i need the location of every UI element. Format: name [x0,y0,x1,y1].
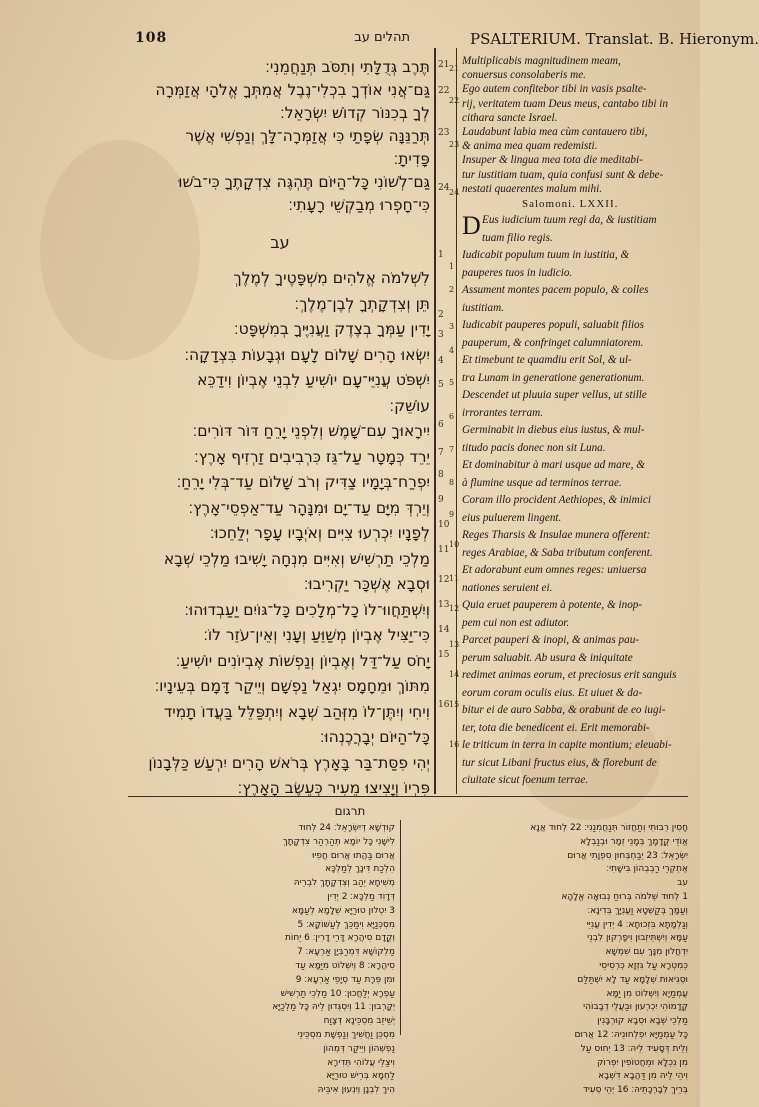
hebrew-line: יָדִין עַמְּךָ בְצֶדֶק וַעֲנִיֶּיךָ בְמִשְׁפָּט׃ [234,320,430,338]
latin-line: redimet animas eorum, et preciosus erit sanguis [462,669,677,681]
hebrew-line: וְיֵרְדְּ מִיָּם עַד־יָם וּמִנָּהָר עַד־אַפְסֵי־אָרֶץ׃ [188,498,430,517]
latin-line: pem cui non est adiutor. [462,616,570,629]
latin-line: bitur ei de auro Sabba, & orabunt de eo iugi- [462,704,666,716]
verse-number: 21 [449,64,460,73]
targum-line: לַחְמָא בְּרֵישׁ טוּרַיָּא [326,1071,395,1082]
verse-number: 4 [438,356,444,366]
column-divider [434,48,436,794]
targum-line: אֲוֹדֵי קֳדָמָךְ בְּמָנֵי זְמָר וּבְנַבְלָא [580,836,688,847]
verse-number: 6 [438,420,444,430]
targum-line: מִן נִכְלָא וּמֵחֲטוֹפִין יִפְרוֹק [596,1057,688,1068]
targum-line: וְקֳדָם סִיהֲרָא דָּרֵי דָרִין׃ 6 יֵחוֹת [285,933,395,944]
hebrew-line: יֵרֵד כְּמָטָר עַל־גֵּז כִּרְבִיבִים זַרְזִיף אָרֶץ׃ [194,447,430,466]
latin-line: Assument montes pacem populo, & colles [462,284,649,296]
targum-line: 3 יִטְלוּן טוּרַיָּא שְׁלָמָא לְעַמָּא [291,905,395,916]
verse-number: 22 [438,86,450,96]
verse-number: 24 [449,188,460,197]
latin-line: Et dominabitur à mari usque ad mare, & [462,459,645,471]
latin-line: titudo pacis donec non sit Luna. [462,441,606,454]
verse-number: 1 [449,262,455,271]
targum-line: הִיךְ לִבְנָן וְיִנְעוּן אִיבֵּיהּ [317,1085,395,1096]
verse-number: 10 [449,540,460,549]
verse-number: 7 [438,448,444,458]
latin-line: cithara sancte Israel. [462,111,558,124]
latin-line: tur sicut Libani fructus eius, & florebunt de [462,756,657,769]
verse-number: 3 [449,322,455,331]
targum-line: מַלְקוֹשָׁא דִּמְרַבְּיָן אַרְעָא׃ 7 [296,947,395,958]
hebrew-line: יָחֹס עַל־דַּל וְאֶבְיוֹן וְנַפְשׁוֹת אֶבְיוֹנִים יוֹשִׁיעַ׃ [175,651,430,670]
latin-line: à flumine usque ad terminos terrae. [462,476,622,489]
verse-number: 16 [449,740,460,749]
psalm-heading: עב [270,233,290,252]
targum-title: תרגום [334,804,366,818]
latin-line: le triticum in terra in capite montium; eleuabi- [462,739,672,751]
targum-line: יִשְׂרָאֵל׃ 23 יְבַחְבְּחוּן סִפְוָתִי אֲרוּם [567,850,688,861]
verse-number: 8 [449,478,455,487]
latin-line: pauperum, & confringet calumniatorem. [462,336,644,349]
latin-line: pauperes tuos in iudicio. [462,266,573,279]
verse-number: 7 [449,445,455,454]
latin-line: reges Arabiae, & Saba tributum conferent. [462,546,653,559]
targum-line: וּמִן פְּרָת עַד סְיָפֵי אַרְעָא׃ 9 [295,974,395,985]
targum-line: אֶתְקְרֵי רַבְבְהוֹן בִּישָׁתִי׃ [606,864,688,875]
targum-line: אֲרוּם בַּהֲתוּ אֲרוּם חֲפִיוּ [311,850,395,861]
targum-line: הִלְכַת דִּינָךְ לְמַלְכָּא [325,864,395,875]
targum-line: קֳדָמוֹהִי יִכְרְעוּן וּבַעֲלֵי דְבָבוֹהִי [583,1002,688,1013]
latin-line: tuam filio regis. [482,231,553,244]
hebrew-line: גַּם־אֲנִי אוֹדְךָ בִכְלִי־נֶבֶל אֲמִתְּךָ אֱלֹהָי אֲזַמְּרָה [155,81,430,99]
hebrew-text-column [130,52,430,797]
hebrew-line: מַלְכֵי תַרְשִׁישׁ וְאִיִּים מִנְחָה יָשִׁיבוּ מַלְכֵי שְׁבָא [163,549,430,568]
verse-number: 2 [449,285,455,294]
verse-number: 14 [438,625,450,635]
targum-line: וּסְגִיאוּת שְׁלָמָא עַד לָא יִשְׁתַּלַּם [577,974,688,985]
targum-line: עֲמְמַיָא וְיִשְׁלוֹט מִן יַמָּא [606,988,688,999]
hebrew-line: פִּרְיוֹ וְיָצִיצוּ מֵעִיר כְּעֵשֶׂב הָאָרֶץ׃ [237,779,430,797]
targum-line: כְּמִטְרָא עַל גִּזְזָא כְּרְסִיסֵי [599,961,688,971]
targum-line: וְגַלְמָתָא בִּזְכוּתָא׃ 4 יְדִין עֲנִיֵּי [586,919,688,930]
hebrew-line: יִשְׁפֹּט עֲנִיֵּי־עָם יוֹשִׁיעַ לִבְנֵי אֶבְיוֹן וִידַכֵּא [197,371,430,389]
verse-number: 13 [438,600,450,610]
latin-line: Et adorabunt eum omnes reges: uniuersa [462,564,647,576]
targum-line: וִיהֵי לֵיהּ מִן דַּהֲבָא דִשְׁבָא [598,1071,688,1082]
verse-number: 5 [449,378,455,387]
verse-number: 3 [438,330,444,340]
latin-line: Coram illo procident Aethiopes, & inimici [462,494,651,506]
verse-number: 21 [438,60,450,70]
targum-line: כָּל עַמְמַיָּא יִפְלְחוּנֵיהּ׃ 12 אֲרוּם [574,1030,688,1040]
verse-number: 1 [438,250,444,260]
verse-number: 24 [438,183,450,193]
targum-line: 1 לְחוּד שְׁלֹמֹה בְּרוּחַ נְבוּאָה אֱלָהָא [561,892,688,902]
targum-line: וִיצַלֵּי עֲלוֹהִי תְּדִירָא [327,1057,395,1068]
hebrew-line: מִתּוֹךְ וּמֵחָמָס יִגְאַל נַפְשָׁם וְיֵיקַר דָּמָם בְּעֵינָיו׃ [154,677,430,695]
targum-line: נַפְשְׁהוֹן וְיֵיקַר דְּמְהוֹן [323,1043,395,1054]
latin-line: tra Lunam in generatione generationum. [462,371,645,384]
hebrew-line: יְהִי פִסַּת־בַּר בָּאָרֶץ בְּרֹאשׁ הָרִים יִרְעַשׁ כַּלְּבָנוֹן [148,753,430,772]
targum-line: קוּדְשָׁא דְּיִשְׂרָאֵל׃ 24 לְחוּד [298,823,395,833]
latin-line: irrorantes terram. [462,406,544,419]
hebrew-line: תְּרַנֵּנָּה שְׂפָתַי כִּי אֲזַמְּרָה־לָּךְ וְנַפְשִׁי אֲשֶׁר [185,127,430,145]
verse-number: 23 [449,140,460,149]
verse-number: 5 [438,380,444,390]
latin-line: Insuper & lingua mea tota die meditabi- [462,154,643,167]
verse-number: 15 [438,650,450,660]
latin-line: conuersus consolaberis me. [462,69,586,82]
hebrew-line: וִיחִי וְיִתֶּן־לוֹ מִזְּהַב שְׁבָא וְיִתְפַּלֵּל בַּעֲדוֹ תָמִיד [163,702,430,721]
verse-number: 12 [449,604,460,613]
latin-psalm-title: Salomoni. LXXII. [522,198,619,210]
latin-line: Multiplicabis magnitudinem meam, [462,55,621,67]
hebrew-line: גַּם־לְשׁוֹנִי כָּל־הַיּוֹם תֶּהְגֶּה צִדְקָתֶךָ כִּי־בֹשׁוּ [178,173,430,191]
verse-number: 6 [449,412,455,421]
latin-running-head: PSALTERIUM. Translat. B. Hieronym. [470,30,759,48]
latin-line: Germinabit in diebus eius iustus, & mul- [462,424,645,436]
latin-line: Iudicabit pauperes populi, saluabit filios [462,319,644,331]
latin-line: nestati quaerentes malum mihi. [462,182,603,195]
targum-line: וְלֵית דְּסָעִיד לֵיהּ׃ 13 יְחוּס עַל [580,1043,688,1054]
latin-line: eorum coram oculis eius. Et uiuet & da- [462,686,643,699]
targum-line: מִסְכֵּן וַחֲשִׁיךְ וְנַפְשָׁת מִסְכֵּינֵי [297,1030,395,1040]
verse-number: 8 [438,470,444,480]
verse-number: 14 [449,670,460,679]
hebrew-line: תֵּן וְצִדְקָתְךָ לְבֶן־מֶלֶךְ׃ [294,294,430,313]
hebrew-line: לְךָ בְכִנּוֹר קְדוֹשׁ יִשְׂרָאֵל׃ [280,104,430,122]
hebrew-line: לְפָנָיו יִכְרְעוּ צִיִּים וְאֹיְבָיו עָפָר יְלַחֵכוּ׃ [209,524,430,542]
hebrew-line: תֶּרֶב גְּדֻלָּתִי וְתִסֹּב תְּנַחֲמֵנִי׃ [265,58,430,76]
targum-line: יְשֵׁיזֵב מִסְכֵּינָא דְּצָוַח [323,1016,395,1027]
targum-line: עַפְרָא יְלַחֲכוּן׃ 10 מַלְכֵי תַרְשִׁישׁ [280,988,395,999]
latin-line: Ego autem confitebor tibi in vasis psalte- [462,83,647,96]
verse-number: 12 [438,575,450,585]
hebrew-line: וְיִשְׁתַּחֲווּ־לוֹ כָל־מְלָכִים כָּל־גּוֹיִם יַעַבְדוּהוּ׃ [184,600,430,619]
drop-cap: D [462,211,481,240]
latin-line: ter, tota die benedicent ei. Erit memorabi- [462,721,650,734]
column-divider [456,48,457,794]
targum-line: מְשִׁיחָא יְהַב וְצִדְקָתָךְ לִבְרֵיהּ [293,878,395,889]
verse-number: 10 [438,520,450,530]
latin-line: tur iustitiam tuam, quia confusi sunt & debe- [462,168,664,181]
targum-line: עַמָּא וְיִשְׁתֵּיזְבוּן וִיפָרְקוּן לִבְנֵי [587,933,688,944]
latin-line: eius puluerem lingent. [462,511,562,524]
hebrew-line: יִשְׂאוּ הָרִים שָׁלוֹם לָעָם וּגְבָעוֹת בִּצְדָקָה׃ [184,345,430,364]
folio-number: 108 [135,30,168,46]
targum-line: וְעַמָּךְ בְּקַשְׁטָא וַעֲנִיָּךְ בְּדִינָא׃ [587,905,688,916]
latin-line: perum saluabit. Ab usura & iniquitate [462,651,633,664]
hebrew-running-head: תהלים עב [354,30,410,45]
verse-number: 9 [449,510,455,519]
latin-line: iustitiam. [462,301,504,314]
verse-number: 15 [449,700,460,709]
latin-line: Descendet ut pluuia super vellus, ut stille [462,389,647,401]
latin-line: Et timebunt te quamdiu erit Sol, & ul- [462,354,632,366]
verse-number: 2 [438,310,444,320]
latin-line: Laudabunt labia mea cùm cantauero tibi, [462,126,648,138]
verse-number: 11 [438,545,450,555]
latin-line: rij, veritatem tuam Deus meus, cantabo tibi in [462,97,669,110]
targum-line: לִישָׁנִי כָּל יוֹמָא תְּהַרְהַר צִדְקָתָךְ [282,836,395,847]
verse-number: 4 [449,346,455,355]
hebrew-line: עוֹשֵׁק׃ [389,396,430,415]
hebrew-line: פָּדִיתָ׃ [393,150,430,168]
targum-line: מַלְכֵי שְׁבָא וּסְבָא קוּרְבָּנִין [597,1016,688,1027]
targum-column-divider [400,820,401,1035]
hebrew-line: כִּי־יַצִּיל אֶבְיוֹן מְשַׁוֵּעַ וְעָנִי וְאֵין־עֹזֵר לוֹ׃ [203,626,430,644]
hebrew-line: יִפְרַח־בְּיָמָיו צַדִּיק וְרֹב שָׁלוֹם עַד־בְּלִי יָרֵחַ׃ [176,473,430,491]
latin-line: Eus iudicium tuum regi da, & iustitiam [482,214,657,226]
latin-line: nationes seruient ei. [462,581,553,594]
latin-line: Quia eruet pauperem à potente, & inop- [462,599,643,611]
hebrew-line: לִשְׁלֹמֹה אֱלֹהִים מִשְׁפָּטֶיךָ לְמֶלֶךְ [233,269,430,287]
latin-line: Parcet pauperi & inopi, & animas pau- [462,634,640,646]
verse-number: 13 [449,640,460,649]
latin-line: & anima mea quam redemisti. [462,140,598,153]
verse-number: 22 [449,96,460,105]
targum-line: סִיהֲרָא׃ 8 וְיִשְׁלוֹט מִיַּמָּא עַד [295,961,395,971]
targum-line: דְּדָוִד מַלְכָּא׃ 2 יְדִין [327,892,395,902]
targum-line: חָסִין רְבוּתִי וְתַחֲזוֹר תְּנַחֲמִנַנִי׃ 22 לְחוּד אֲנָא [530,823,688,833]
verse-number: 11 [449,574,460,583]
latin-line: Reges Tharsis & Insulae munera offerent: [462,529,651,541]
hebrew-line: יִירָאוּךָ עִם־שָׁמֶשׁ וְלִפְנֵי יָרֵחַ דּוֹר דּוֹרִים׃ [192,422,430,440]
latin-line: Iudicabit populum tuum in iustitia, & [462,249,630,261]
latin-line: ciuitate sicut foenum terrae. [462,774,589,786]
hebrew-line: כִּי־חָפְרוּ מְבַקְשֵׁי רָעָתִי׃ [288,196,430,214]
targum-line: יִדְחֲלוּן מִנָּךְ עִם שִׁמְשָׁא [605,947,688,958]
targum-line: עב [677,878,688,889]
verse-number: 16 [438,700,450,710]
hebrew-line: כָּל־הַיּוֹם יְבָרֲכֶנְהוּ׃ [319,728,430,746]
targum-line: בְּרֵיךְ לְבָרְכָתֵיהּ׃ 16 יְהֵי סְעִיד [582,1085,688,1096]
hebrew-line: וּסְבָא אֶשְׁכָּר יַקְרִיבוּ׃ [303,575,430,593]
verse-number: 9 [438,495,444,505]
targum-line: מִסְכְּנַיָּא וִימַכֵּךְ לְעַשׁוֹקָא׃ 5 [297,919,395,930]
verse-number: 23 [438,128,450,138]
targum-line: יְקָרְבוּן׃ 11 וְיִסְגְּדוּן לֵיהּ כָּל מַלְכַיָּא [272,1002,395,1013]
